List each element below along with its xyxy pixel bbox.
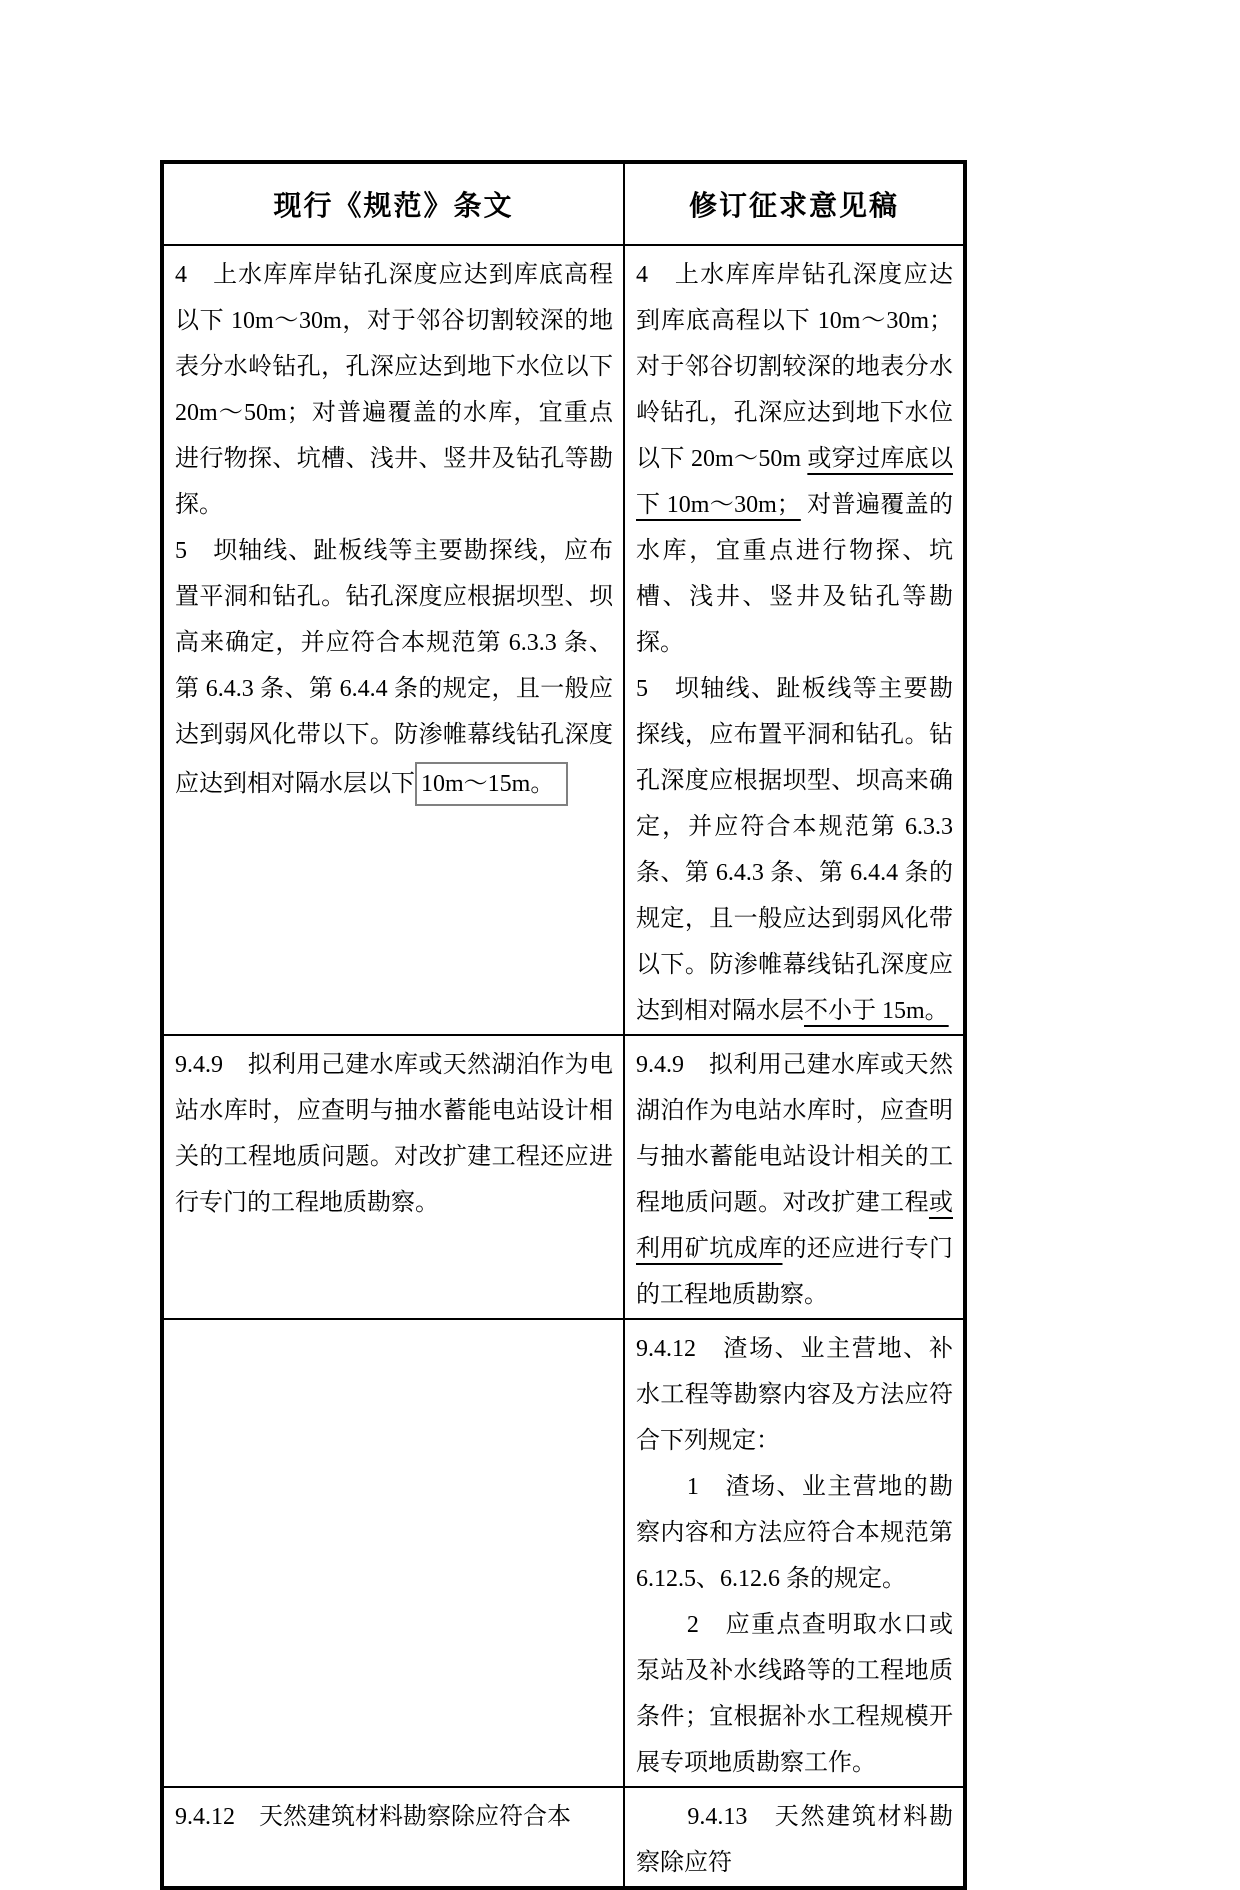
body-text: 1 渣场、业主营地的勘察内容和方法应符合本规范第 6.12.5、6.12.6 条的规定。 — [636, 1474, 953, 1592]
body-text: 5 坝轴线、趾板线等主要勘探线，应布置平洞和钻孔。钻孔深度应根据坝型、坝高来确定，并应符合本规范第 6.3.3 条、第 6.4.3 条、第 6.4.4 条的规定，且一般应达到弱风化带以下。防渗帷幕线钻孔深度应达到相对隔水层 — [636, 676, 953, 1024]
paragraph — [636, 666, 953, 1034]
body-text: 4 上水库库岸钻孔深度应达到库底高程以下 10m～30m，对于邻谷切割较深的地表分水岭钻孔，孔深应达到地下水位以下 20m～50m；对普遍覆盖的水库，宜重点进行物探、坑槽、浅井、竖井及钻孔等勘探。 — [175, 262, 613, 518]
revision-underlined-text: 不小于 15m。 — [804, 998, 949, 1024]
revision-underlined-text: 或利用矿坑成库 — [636, 1190, 953, 1262]
body-text: 对普遍覆盖的水库，宜重点进行物探、坑槽、浅井、竖井及钻孔等勘探。 — [636, 492, 954, 656]
row-9-4-9 — [162, 1035, 965, 1319]
paragraph — [175, 1042, 613, 1226]
cell-current-drilling-depth — [162, 245, 624, 1035]
row-natural-materials — [162, 1787, 965, 1888]
paragraph — [636, 252, 953, 666]
paragraph — [636, 1326, 953, 1464]
body-text: 9.4.9 拟利用己建水库或天然湖泊作为电站水库时，应查明与抽水蓄能电站设计相关的工程地质问题。对改扩建工程还应进行专门的工程地质勘察。 — [175, 1052, 613, 1216]
boxed-change-text: 10m～15m。 — [415, 762, 568, 806]
body-text: 的还应进行专门的工程地质勘察。 — [636, 1236, 953, 1308]
row-drilling-depth — [162, 245, 965, 1035]
cell-revised-9-4-12 — [624, 1319, 965, 1787]
comparison-table-wrapper — [160, 160, 967, 1890]
body-text: 9.4.12 渣场、业主营地、补水工程等勘察内容及方法应符合下列规定： — [636, 1336, 953, 1454]
header-row — [162, 162, 965, 245]
paragraph — [636, 1794, 953, 1886]
cell-current-natural-materials — [162, 1787, 624, 1888]
body-text: 5 坝轴线、趾板线等主要勘探线，应布置平洞和钻孔。钻孔深度应根据坝型、坝高来确定，并应符合本规范第 6.3.3 条、第 6.4.3 条、第 6.4.4 条的规定，且一般应达到弱风化带以下。防渗帷幕线钻孔深度应达到相对隔水层以下 — [175, 538, 613, 797]
header-cell-current-provisions: 现行《规范》条文 — [162, 162, 624, 245]
paragraph — [636, 1042, 953, 1318]
body-text: 9.4.12 天然建筑材料勘察除应符合本 — [175, 1804, 571, 1830]
paragraph — [636, 1464, 953, 1602]
comparison-table — [160, 160, 967, 1890]
revision-underlined-text: 或穿过库底以下 10m～30m； — [636, 446, 954, 518]
paragraph — [636, 1602, 953, 1786]
cell-revised-natural-materials — [624, 1787, 965, 1888]
paragraph — [175, 528, 613, 807]
paragraph — [175, 252, 613, 528]
body-text: 2 应重点查明取水口或泵站及补水线路等的工程地质条件；宜根据补水工程规模开展专项地质勘察工作。 — [636, 1612, 953, 1776]
body-text: 9.4.13 天然建筑材料勘察除应符 — [636, 1804, 953, 1876]
cell-current-9-4-9 — [162, 1035, 624, 1319]
body-text: 4 上水库库岸钻孔深度应达到库底高程以下 10m～30m；对于邻谷切割较深的地表分水岭钻孔，孔深应达到地下水位以下 20m～50m — [636, 262, 953, 472]
cell-revised-drilling-depth — [624, 245, 965, 1035]
cell-current-empty — [162, 1319, 624, 1787]
row-9-4-12-new — [162, 1319, 965, 1787]
paragraph — [175, 1794, 613, 1840]
header-cell-revision-draft: 修订征求意见稿 — [624, 162, 965, 245]
cell-revised-9-4-9 — [624, 1035, 965, 1319]
body-text: 9.4.9 拟利用己建水库或天然湖泊作为电站水库时，应查明与抽水蓄能电站设计相关的工程地质问题。对改扩建工程 — [636, 1052, 953, 1216]
